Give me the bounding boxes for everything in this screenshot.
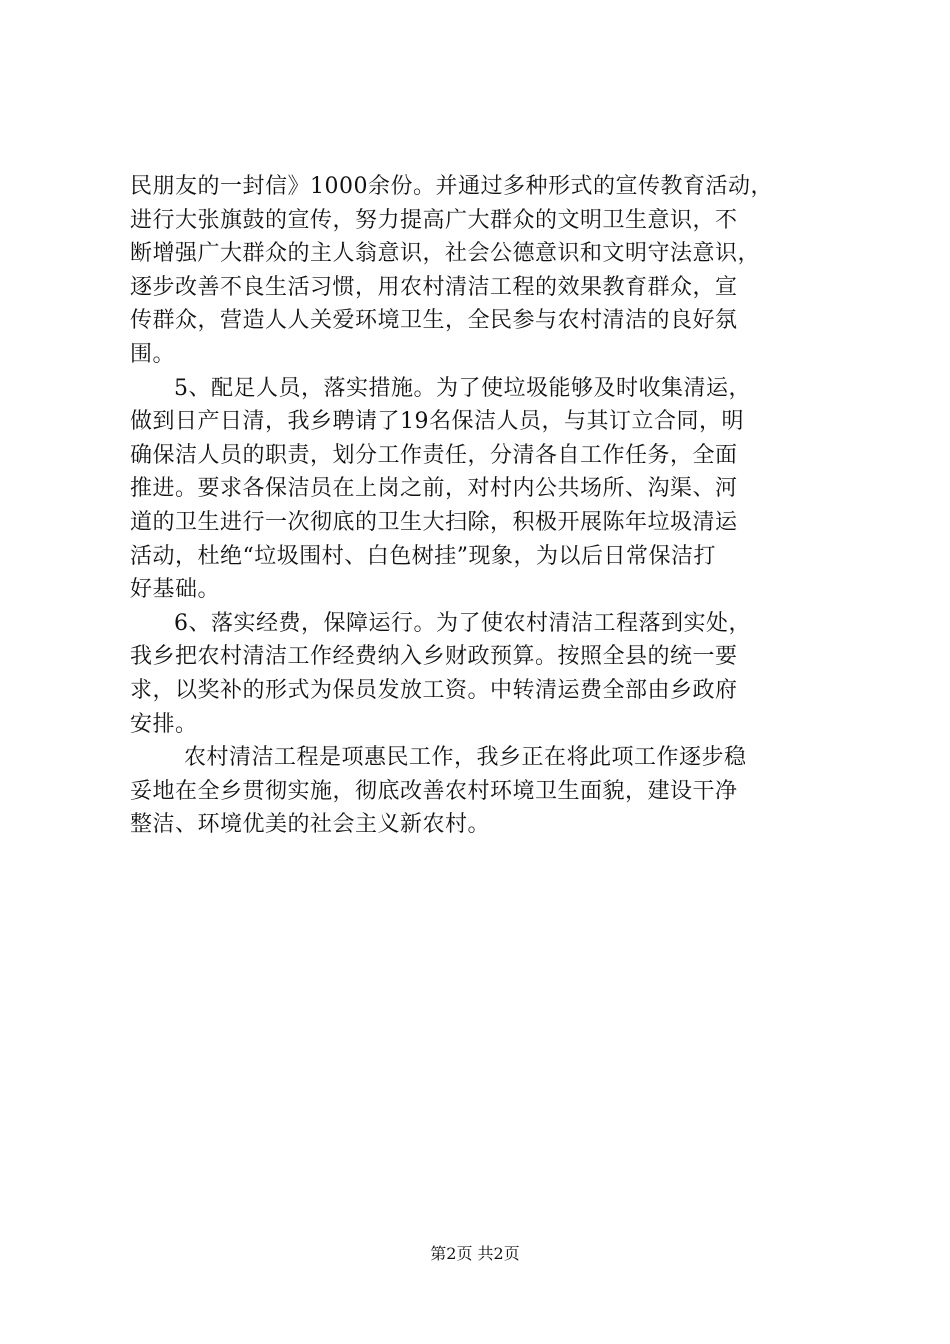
text-line: 推进。要求各保洁员在上岗之前，对村内公共场所、沟渠、河 [130, 476, 738, 502]
text-line: 整洁、环境优美的社会主义新农村。 [130, 812, 491, 838]
text-line: 传群众，营造人人关爱环境卫生，全民参与农村清洁的良好氛 [130, 308, 738, 334]
text-line: 活动，杜绝“垃圾围村、白色树挂”现象，为以后日常保洁打 [130, 543, 716, 569]
text-line: 进行大张旗鼓的宣传，努力提高广大群众的文明卫生意识，不 [130, 207, 738, 233]
text-line: 逐步改善不良生活习惯，用农村清洁工程的效果教育群众，宣 [130, 274, 738, 300]
text-line: 求，以奖补的形式为保员发放工资。中转清运费全部由乡政府 [130, 677, 738, 703]
text-line: 我乡把农村清洁工作经费纳入乡财政预算。按照全县的统一要 [130, 644, 738, 670]
text-line: 6、落实经费，保障运行。为了使农村清洁工程落到实处， [174, 610, 751, 636]
text-line: 农村清洁工程是项惠民工作，我乡正在将此项工作逐步稳 [184, 745, 747, 771]
text-line: 断增强广大群众的主人翁意识，社会公德意识和文明守法意识， [130, 241, 761, 267]
text-line: 道的卫生进行一次彻底的卫生大扫除，积极开展陈年垃圾清运 [130, 509, 738, 535]
text-line: 确保洁人员的职责，划分工作责任，分清各自工作任务，全面 [130, 442, 738, 468]
text-line: 5、配足人员，落实措施。为了使垃圾能够及时收集清运， [174, 375, 751, 401]
document-body [130, 170, 830, 842]
text-line: 好基础。 [130, 577, 221, 603]
text-line: 做到日产日清，我乡聘请了19名保洁人员，与其订立合同，明 [130, 409, 744, 435]
text-line: 围。 [130, 341, 176, 367]
text-line: 安排。 [130, 711, 198, 737]
text-line: 民朋友的一封信》1000余份。并通过多种形式的宣传教育活动， [130, 174, 773, 199]
page-number-footer: 第2页 共2页 [430, 1244, 520, 1263]
text-line: 妥地在全乡贯彻实施，彻底改善农村环境卫生面貌，建设干净 [130, 778, 738, 804]
